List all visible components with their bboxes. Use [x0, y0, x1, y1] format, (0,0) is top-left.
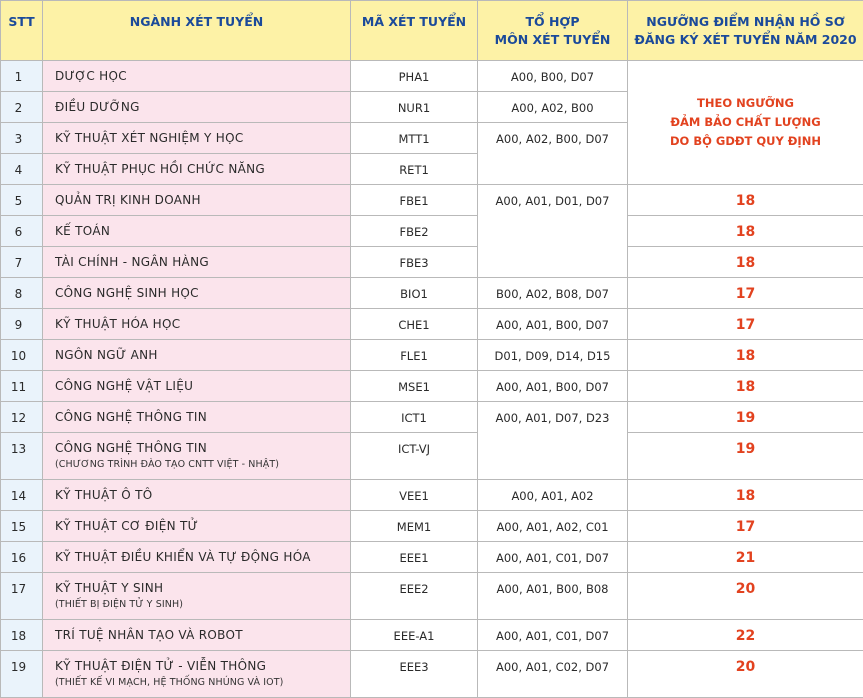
row-stt: 2 — [1, 92, 43, 123]
row-code: PHA1 — [351, 61, 478, 92]
row-combo: A00, A01, D01, D07 — [478, 185, 628, 278]
major-name: QUẢN TRỊ KINH DOANH — [55, 193, 201, 207]
row-stt: 5 — [1, 185, 43, 216]
row-code: NUR1 — [351, 92, 478, 123]
row-combo: A00, A01, C01, D07 — [478, 542, 628, 573]
row-score: 20 — [628, 573, 863, 620]
row-code: FBE1 — [351, 185, 478, 216]
row-stt: 11 — [1, 371, 43, 402]
row-score: 18 — [628, 340, 863, 371]
row-major — [43, 433, 351, 480]
threshold-note-line1: THEO NGƯỠNG — [697, 96, 794, 110]
row-major — [43, 402, 351, 433]
row-stt: 4 — [1, 154, 43, 185]
threshold-note-line3: DO BỘ GDĐT QUY ĐỊNH — [670, 134, 821, 148]
threshold-note — [628, 61, 863, 185]
row-stt: 16 — [1, 542, 43, 573]
row-score: 17 — [628, 278, 863, 309]
row-combo: A00, A01, B00, D07 — [478, 371, 628, 402]
major-name: TRÍ TUỆ NHÂN TẠO VÀ ROBOT — [55, 628, 243, 642]
row-major — [43, 620, 351, 651]
row-major — [43, 216, 351, 247]
header-combo-line2: MÔN XÉT TUYỂN — [495, 32, 611, 47]
row-score: 17 — [628, 511, 863, 542]
row-code: EEE-A1 — [351, 620, 478, 651]
major-name: CÔNG NGHỆ THÔNG TIN — [55, 410, 207, 424]
row-major — [43, 123, 351, 154]
major-name: KỸ THUẬT XÉT NGHIỆM Y HỌC — [55, 131, 244, 145]
row-code: RET1 — [351, 154, 478, 185]
row-code: EEE2 — [351, 573, 478, 620]
row-major — [43, 340, 351, 371]
table-row — [1, 651, 863, 698]
row-stt: 13 — [1, 433, 43, 480]
row-combo: A00, B00, D07 — [478, 61, 628, 92]
row-stt: 12 — [1, 402, 43, 433]
header-major: NGÀNH XÉT TUYỂN — [43, 1, 351, 61]
row-stt: 10 — [1, 340, 43, 371]
row-code: EEE1 — [351, 542, 478, 573]
row-stt: 19 — [1, 651, 43, 698]
row-combo: A00, A02, B00 — [478, 92, 628, 123]
row-combo: A00, A01, A02, C01 — [478, 511, 628, 542]
header-combo — [478, 1, 628, 61]
row-combo: D01, D09, D14, D15 — [478, 340, 628, 371]
row-code: FBE3 — [351, 247, 478, 278]
row-stt: 7 — [1, 247, 43, 278]
row-score: 18 — [628, 371, 863, 402]
row-stt: 1 — [1, 61, 43, 92]
major-name: KỸ THUẬT PHỤC HỒI CHỨC NĂNG — [55, 162, 265, 176]
row-combo: A00, A01, C01, D07 — [478, 620, 628, 651]
major-name: KẾ TOÁN — [55, 224, 110, 238]
row-combo: A00, A02, B00, D07 — [478, 123, 628, 185]
header-stt: STT — [1, 1, 43, 61]
row-code: FLE1 — [351, 340, 478, 371]
row-major — [43, 511, 351, 542]
row-combo: A00, A01, C02, D07 — [478, 651, 628, 698]
major-name: DƯỢC HỌC — [55, 69, 127, 83]
row-score: 18 — [628, 185, 863, 216]
header-score — [628, 1, 863, 61]
row-combo: A00, A01, A02 — [478, 480, 628, 511]
row-score: 21 — [628, 542, 863, 573]
row-major — [43, 154, 351, 185]
row-stt: 8 — [1, 278, 43, 309]
major-name: NGÔN NGỮ ANH — [55, 348, 158, 362]
header-code: MÃ XÉT TUYỂN — [351, 1, 478, 61]
row-stt: 6 — [1, 216, 43, 247]
row-score: 18 — [628, 247, 863, 278]
row-score: 18 — [628, 480, 863, 511]
row-stt: 17 — [1, 573, 43, 620]
major-name: ĐIỀU DƯỠNG — [55, 100, 140, 114]
table-row — [1, 247, 863, 278]
row-code: ICT1 — [351, 402, 478, 433]
row-major — [43, 542, 351, 573]
row-major — [43, 371, 351, 402]
header-score-line1: NGƯỠNG ĐIỂM NHẬN HỒ SƠ — [646, 14, 844, 29]
row-stt: 9 — [1, 309, 43, 340]
row-score: 17 — [628, 309, 863, 340]
table-row — [1, 309, 863, 340]
major-name: CÔNG NGHỆ THÔNG TIN — [55, 441, 207, 455]
row-major — [43, 309, 351, 340]
row-combo: A00, A01, D07, D23 — [478, 402, 628, 480]
table-row — [1, 573, 863, 620]
major-name: KỸ THUẬT HÓA HỌC — [55, 317, 180, 331]
row-stt: 3 — [1, 123, 43, 154]
table-row — [1, 620, 863, 651]
row-score: 18 — [628, 216, 863, 247]
row-major — [43, 480, 351, 511]
row-code: CHE1 — [351, 309, 478, 340]
header-row — [1, 1, 863, 61]
table-row — [1, 61, 863, 92]
row-major — [43, 61, 351, 92]
table-row — [1, 371, 863, 402]
major-subtitle: (THIẾT BỊ ĐIỆN TỬ Y SINH) — [55, 598, 350, 612]
major-name: CÔNG NGHỆ VẬT LIỆU — [55, 379, 193, 393]
header-score-line2: ĐĂNG KÝ XÉT TUYỂN NĂM 2020 — [634, 32, 856, 47]
row-stt: 18 — [1, 620, 43, 651]
row-stt: 14 — [1, 480, 43, 511]
row-combo: A00, A01, B00, B08 — [478, 573, 628, 620]
major-name: KỸ THUẬT CƠ ĐIỆN TỬ — [55, 519, 198, 533]
major-subtitle: (CHƯƠNG TRÌNH ĐÀO TẠO CNTT VIỆT - NHẬT) — [55, 458, 350, 472]
row-code: FBE2 — [351, 216, 478, 247]
table-row — [1, 402, 863, 433]
major-subtitle: (THIẾT KẾ VI MẠCH, HỆ THỐNG NHÚNG VÀ IOT) — [55, 676, 350, 690]
table-row — [1, 340, 863, 371]
major-name: KỸ THUẬT Y SINH — [55, 581, 163, 595]
table-row — [1, 185, 863, 216]
major-name: KỸ THUẬT ĐIỀU KHIỂN VÀ TỰ ĐỘNG HÓA — [55, 550, 311, 564]
row-stt: 15 — [1, 511, 43, 542]
table-row — [1, 511, 863, 542]
header-combo-line1: TỔ HỢP — [525, 14, 579, 29]
row-score: 19 — [628, 402, 863, 433]
table-row — [1, 480, 863, 511]
major-name: KỸ THUẬT Ô TÔ — [55, 488, 152, 502]
table-row — [1, 216, 863, 247]
major-name: TÀI CHÍNH - NGÂN HÀNG — [55, 255, 209, 269]
row-code: MEM1 — [351, 511, 478, 542]
row-code: MTT1 — [351, 123, 478, 154]
threshold-note-line2: ĐẢM BẢO CHẤT LƯỢNG — [670, 115, 820, 129]
major-name: CÔNG NGHỆ SINH HỌC — [55, 286, 199, 300]
table-row — [1, 542, 863, 573]
row-code: BIO1 — [351, 278, 478, 309]
row-score: 20 — [628, 651, 863, 698]
row-combo: B00, A02, B08, D07 — [478, 278, 628, 309]
row-score: 22 — [628, 620, 863, 651]
row-score: 19 — [628, 433, 863, 480]
table-row — [1, 278, 863, 309]
row-major — [43, 651, 351, 698]
row-code: VEE1 — [351, 480, 478, 511]
row-major — [43, 92, 351, 123]
row-major — [43, 185, 351, 216]
row-code: MSE1 — [351, 371, 478, 402]
table-row — [1, 433, 863, 480]
row-combo: A00, A01, B00, D07 — [478, 309, 628, 340]
row-major — [43, 573, 351, 620]
row-code: EEE3 — [351, 651, 478, 698]
major-name: KỸ THUẬT ĐIỆN TỬ - VIỄN THÔNG — [55, 659, 266, 673]
row-major — [43, 247, 351, 278]
row-code: ICT-VJ — [351, 433, 478, 480]
row-major — [43, 278, 351, 309]
